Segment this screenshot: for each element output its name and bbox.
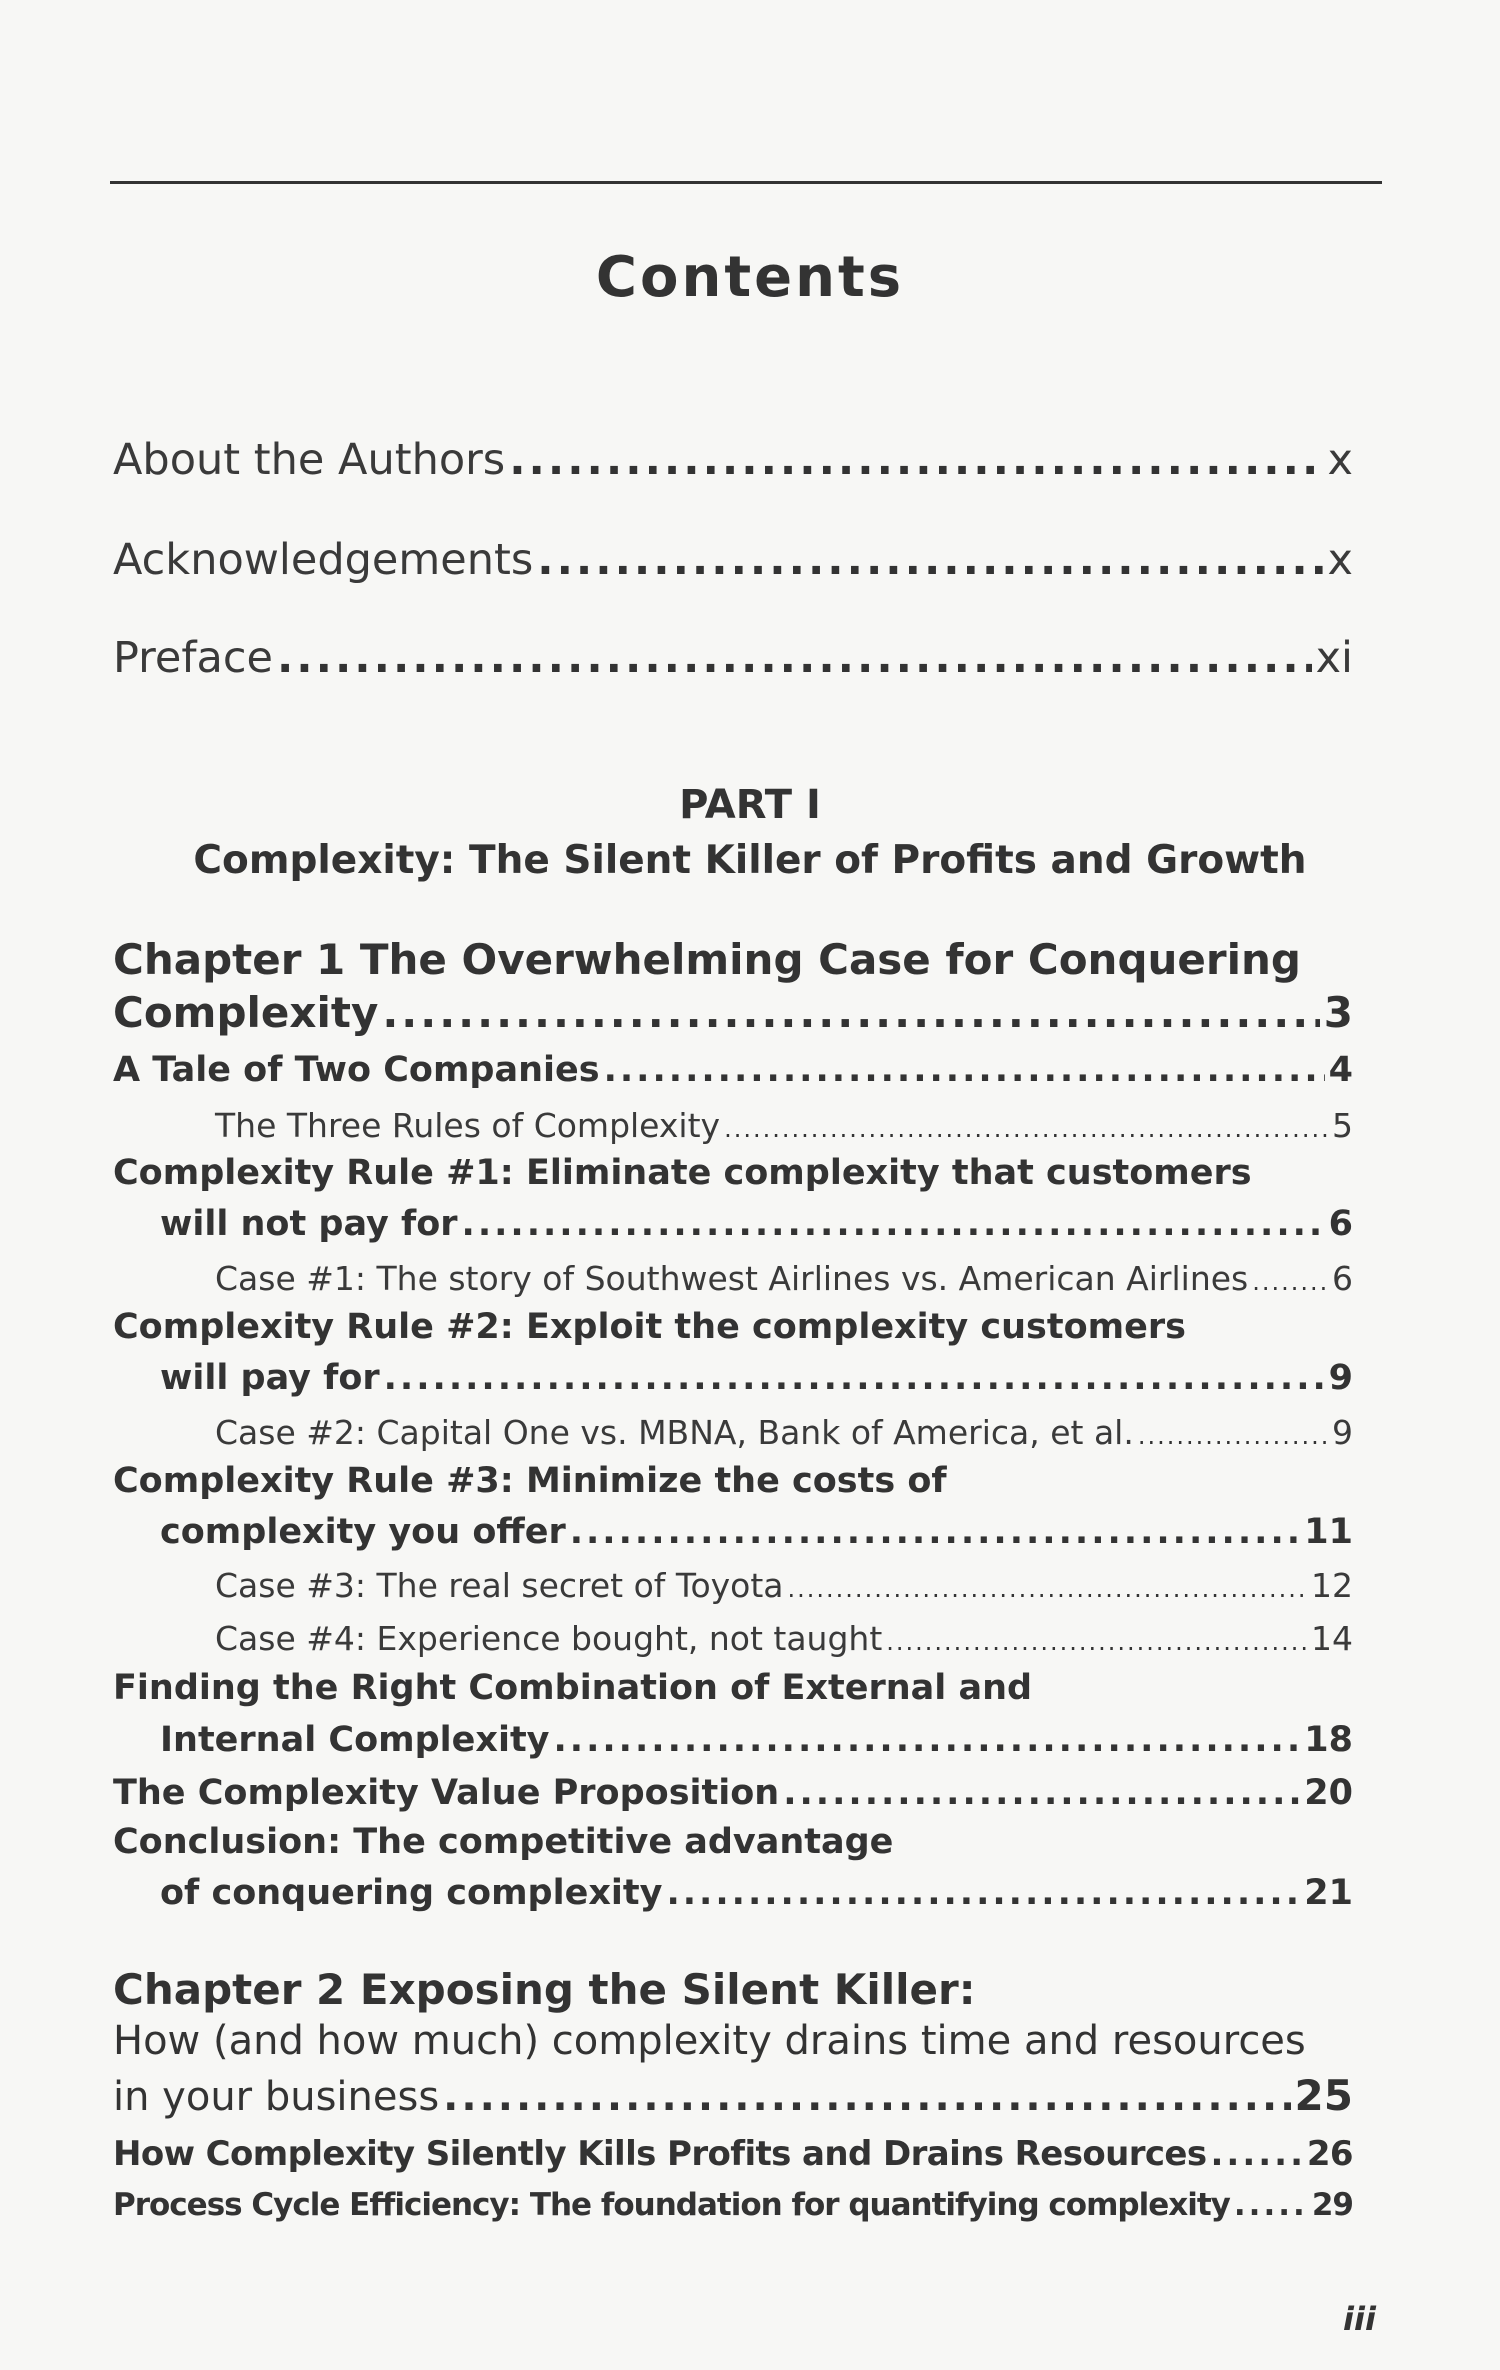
toc-entry-tale-of-two-companies[interactable] <box>113 1050 1353 1090</box>
toc-label: Preface <box>113 633 273 683</box>
toc-label: in your business <box>113 2074 440 2120</box>
toc-label: A Tale of Two Companies <box>113 1050 600 1090</box>
leader-dots <box>1234 2187 1308 2223</box>
toc-entry-conclusion-line1[interactable]: Conclusion: The competitive advantage <box>113 1822 894 1862</box>
leader-dots <box>382 988 1319 1037</box>
toc-page: 14 <box>1311 1619 1353 1658</box>
toc-label: Complexity <box>113 988 379 1037</box>
leader-dots <box>788 1575 1307 1603</box>
toc-page: 29 <box>1311 2187 1353 2223</box>
toc-page: 18 <box>1304 1720 1353 1760</box>
chapter-1-title-line1[interactable]: Chapter 1 The Overwhelming Case for Conquering <box>113 935 1301 984</box>
toc-entry-right-combination[interactable] <box>160 1720 1353 1760</box>
toc-entry-rule-3[interactable] <box>160 1512 1353 1552</box>
toc-entry-about-authors[interactable] <box>113 435 1353 485</box>
page-number: iii <box>1343 2300 1376 2338</box>
leader-dots <box>462 1204 1325 1244</box>
leader-dots <box>443 2074 1290 2120</box>
toc-label: The Complexity Value Proposition <box>113 1773 780 1813</box>
toc-page: 3 <box>1323 988 1353 1037</box>
leader-dots <box>666 1873 1300 1913</box>
toc-entry-rule-2-line1[interactable]: Complexity Rule #2: Exploit the complexity customers <box>113 1307 1186 1347</box>
leader-dots <box>277 633 1312 683</box>
toc-page: 20 <box>1304 1773 1353 1813</box>
toc-page: x <box>1327 535 1353 585</box>
toc-label: Case #4: Experience bought, not taught <box>215 1619 883 1658</box>
toc-label: About the Authors <box>113 435 506 485</box>
leader-dots <box>604 1050 1325 1090</box>
part-title: Complexity: The Silent Killer of Profits and Growth <box>193 838 1307 883</box>
toc-entry-case-1[interactable] <box>215 1259 1353 1298</box>
toc-page: xi <box>1315 633 1353 683</box>
toc-label: of conquering complexity <box>160 1873 663 1913</box>
toc-label: Case #1: The story of Southwest Airlines vs. American Airlines <box>215 1259 1249 1298</box>
toc-label: Case #3: The real secret of Toyota <box>215 1566 784 1605</box>
toc-entry-silently-kills[interactable] <box>113 2134 1353 2174</box>
chapter-2-title-line1[interactable]: Chapter 2 Exposing the Silent Killer: <box>113 1965 976 2014</box>
toc-entry-chapter-1[interactable] <box>113 988 1353 1037</box>
toc-entry-rule-3-line1[interactable]: Complexity Rule #3: Minimize the costs of <box>113 1461 947 1501</box>
leader-dots <box>570 1512 1301 1552</box>
toc-page: 6 <box>1328 1204 1353 1244</box>
toc-label: complexity you offer <box>160 1512 566 1552</box>
toc-entry-rule-1[interactable] <box>160 1204 1353 1244</box>
leader-dots <box>1211 2134 1303 2174</box>
toc-page: 9 <box>1332 1413 1353 1452</box>
toc-entry-right-combination-line1[interactable]: Finding the Right Combination of External and <box>113 1668 1033 1708</box>
toc-entry-rule-2[interactable] <box>160 1358 1353 1398</box>
leader-dots <box>384 1358 1325 1398</box>
toc-entry-case-3[interactable] <box>215 1566 1353 1605</box>
toc-page: 12 <box>1311 1566 1353 1605</box>
toc-page: 26 <box>1306 2134 1353 2174</box>
toc-label: How Complexity Silently Kills Profits and Drains Resources <box>113 2134 1207 2174</box>
leader-dots <box>783 1773 1300 1813</box>
toc-entry-three-rules[interactable] <box>215 1106 1353 1145</box>
toc-entry-acknowledgements[interactable] <box>113 535 1353 585</box>
leader-dots <box>1252 1268 1328 1296</box>
toc-label: The Three Rules of Complexity <box>215 1106 721 1145</box>
toc-label: Case #2: Capital One vs. MBNA, Bank of America, et al. <box>215 1413 1134 1452</box>
toc-entry-chapter-2[interactable] <box>113 2071 1353 2120</box>
toc-label: Acknowledgements <box>113 535 534 585</box>
toc-label: will not pay for <box>160 1204 458 1244</box>
toc-page: 5 <box>1332 1106 1353 1145</box>
leader-dots <box>509 435 1323 485</box>
leader-dots <box>1138 1422 1328 1450</box>
toc-entry-conclusion[interactable] <box>160 1873 1353 1913</box>
toc-page: 9 <box>1328 1358 1353 1398</box>
chapter-2-title-line2[interactable]: How (and how much) complexity drains time and resources <box>113 2018 1306 2064</box>
leader-dots <box>537 535 1323 585</box>
part-number: PART I <box>679 782 821 828</box>
toc-page: 6 <box>1332 1259 1353 1298</box>
toc-page: 11 <box>1304 1512 1353 1552</box>
leader-dots <box>886 1628 1307 1656</box>
toc-entry-preface[interactable] <box>113 633 1353 683</box>
toc-page: 21 <box>1304 1873 1353 1913</box>
leader-dots <box>724 1115 1328 1143</box>
toc-label: will pay for <box>160 1358 380 1398</box>
page-title: Contents <box>595 245 905 310</box>
toc-entry-case-2[interactable] <box>215 1413 1353 1452</box>
leader-dots <box>554 1720 1301 1760</box>
toc-entry-case-4[interactable] <box>215 1619 1353 1658</box>
toc-label: Internal Complexity <box>160 1720 550 1760</box>
toc-entry-rule-1-line1[interactable]: Complexity Rule #1: Eliminate complexity that customers <box>113 1153 1252 1193</box>
toc-entry-value-proposition[interactable] <box>113 1773 1353 1813</box>
toc-page: x <box>1327 435 1353 485</box>
header-rule <box>110 181 1382 184</box>
toc-entry-process-cycle-efficiency[interactable] <box>113 2187 1353 2223</box>
toc-page: 25 <box>1294 2071 1353 2120</box>
toc-label: Process Cycle Efficiency: The foundation for quantifying complexity <box>113 2187 1230 2223</box>
toc-page: 4 <box>1328 1050 1353 1090</box>
